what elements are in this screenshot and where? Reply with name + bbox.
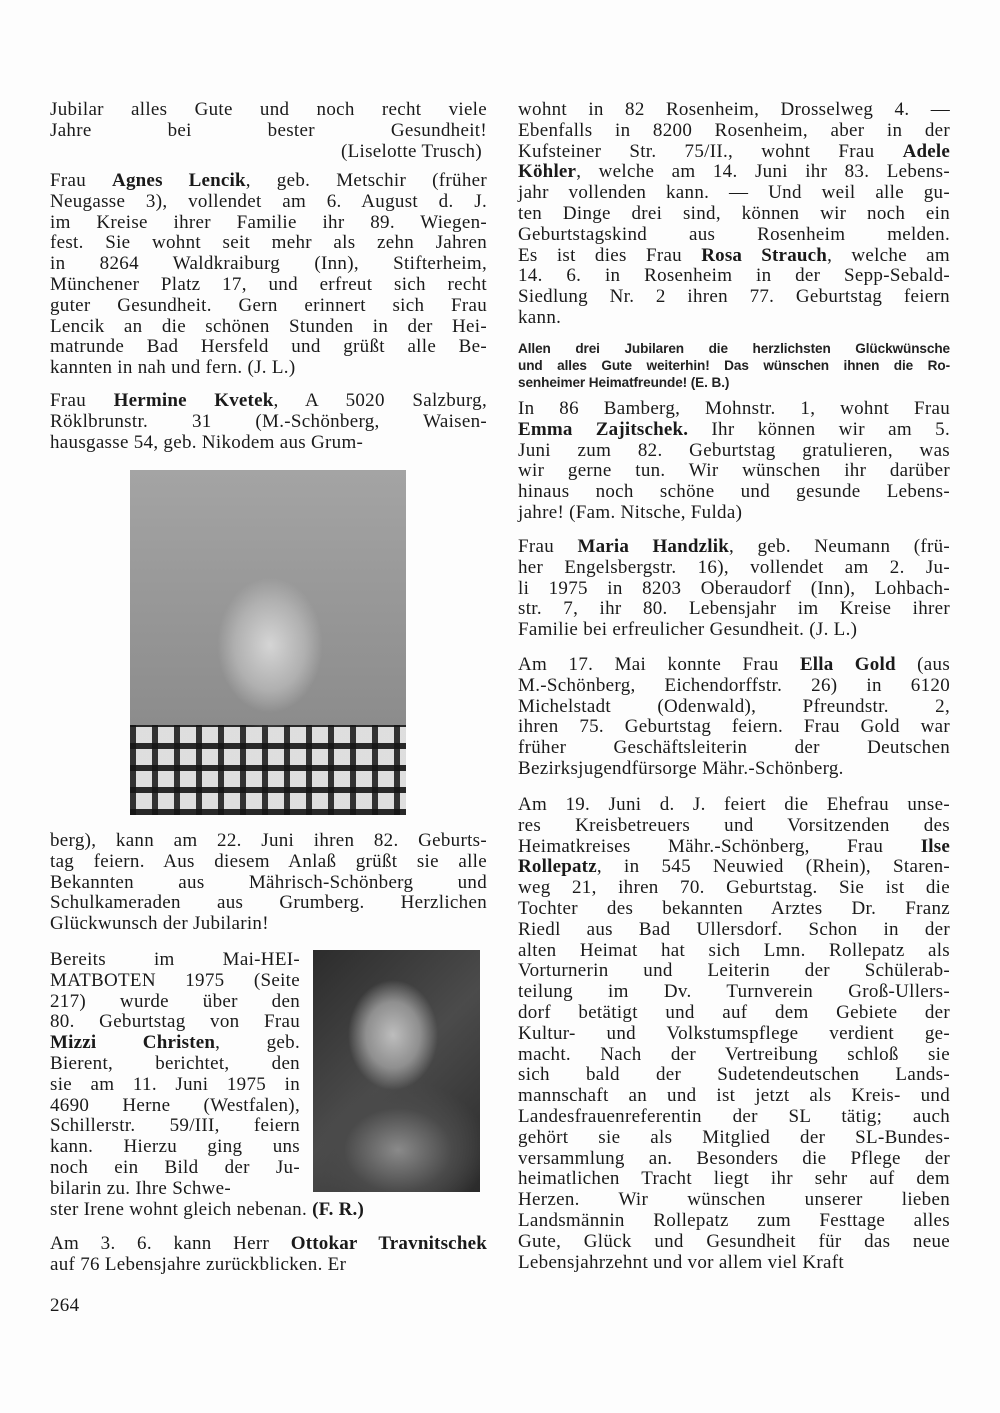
text-line: kann. Hierzu ging uns	[50, 1136, 300, 1158]
text-line: heimatlichen Tracht liegt ihr sehr auf dem	[518, 1168, 950, 1190]
bold-name: Ottokar Travnitschek	[290, 1233, 487, 1254]
text-run: , geb. Neumann (frü-	[729, 536, 951, 557]
text-line: versammlung an. Besonders die Pflege der	[518, 1147, 950, 1169]
text-run: Frau	[50, 170, 113, 191]
paragraph-mizzi-christen	[50, 950, 300, 1200]
text-run: Am 3. 6. kann Herr	[50, 1233, 291, 1254]
paragraph-ella-gold	[518, 655, 950, 780]
bold-name: Maria Handzlik	[577, 536, 730, 557]
text-line: Münchener Platz 17, und erfreut sich recht	[50, 273, 487, 295]
text-run: Heimatkreises Mähr.-Schönberg, Frau	[518, 835, 921, 857]
text-line: tag feiern. Aus diesem Anlaß grüßt sie alle	[50, 850, 487, 872]
text-line	[518, 837, 950, 858]
paragraph-hermine-kvetek	[50, 391, 487, 453]
text-line: Neugasse 3), vollendet am 6. August d. J.	[50, 190, 487, 212]
paragraph-mizzi-christen-end	[50, 1200, 487, 1221]
text-line: Ebenfalls in 8200 Rosenheim, aber in der	[518, 119, 950, 141]
text-line	[518, 162, 950, 183]
text-line: sie am 11. Juni 1975 in	[50, 1073, 300, 1095]
text-line	[50, 391, 487, 412]
text-line: ten Dinge drei sind, können wir noch ein	[518, 202, 950, 224]
text-line: hausgasse 54, geb. Nikodem aus Grum-	[50, 431, 364, 453]
text-line: Landesfrauenreferentin der SL tätig; auch	[518, 1105, 950, 1127]
text-line	[518, 420, 950, 441]
text-line: In 86 Bamberg, Mohnstr. 1, wohnt Frau	[518, 398, 950, 419]
portrait-photo-mizzi-christen	[313, 950, 480, 1192]
text-line: dorf betätigt und auf dem Gebiete der	[518, 1001, 950, 1023]
text-line: kann.	[518, 306, 562, 328]
paragraph-emma-zajitschek	[518, 399, 950, 524]
text-line: li 1975 in 8203 Oberaudorf (Inn), Lohbach-	[518, 577, 950, 599]
text-run: Ihr können wir am 5.	[688, 418, 950, 440]
text-line: kannten in nah und fern. (J. L.)	[50, 357, 296, 379]
text-run: , geb.	[215, 1032, 300, 1054]
text-line	[518, 142, 950, 163]
text-line: Siedlung Nr. 2 ihren 77. Geburtstag feiern	[518, 286, 950, 308]
text-run: Frau	[518, 536, 578, 557]
bold-name: Rollepatz	[518, 856, 597, 878]
text-line: Lencik an die schönen Stunden in der Hei-	[50, 315, 487, 337]
bold-name: Agnes Lencik	[112, 170, 246, 191]
text-line: Geburtstagskind aus Rosenheim melden.	[518, 223, 950, 245]
bold-name: Christen	[142, 1032, 216, 1054]
text-line: Juni zum 82. Geburtstag gratulieren, was	[518, 439, 950, 461]
bold-name: Ilse	[920, 835, 950, 857]
text-line	[518, 537, 950, 558]
text-line: MATBOTEN 1975 (Seite	[50, 969, 300, 991]
text-line	[518, 246, 950, 267]
text-line	[50, 1200, 487, 1221]
bold-name: Adele	[902, 140, 950, 162]
text-line: Jahre bei bester Gesundheit!	[50, 119, 487, 141]
text-line: mannschaft an und ist jetzt als Kreis- und	[518, 1085, 950, 1107]
bold-name: Hermine Kvetek	[113, 390, 274, 411]
text-line: 80. Geburtstag von Frau	[50, 1011, 300, 1033]
text-line: Schillerstr. 59/III, feiern	[50, 1115, 300, 1137]
text-line: und alles Gute weiterhin! Das wünschen ihnen die Ro-	[518, 358, 950, 373]
text-line: Bereits im Mai-HEI-	[50, 949, 300, 970]
text-line	[50, 171, 487, 192]
text-line: Bekannten aus Mährisch-Schönberg und	[50, 871, 487, 893]
paragraph-agnes-lencik	[50, 171, 487, 379]
text-line: Am 19. Juni d. J. feiert die Ehefrau unse-	[518, 794, 950, 815]
text-line: Glückwunsch der Jubilarin!	[50, 913, 269, 935]
bold-name: Emma Zajitschek.	[518, 418, 689, 440]
portrait-photo-hermine-kvetek	[130, 470, 406, 815]
text-line	[518, 655, 950, 676]
text-line: in 8264 Waldkraiburg (Inn), Stifterheim,	[50, 253, 487, 275]
text-line: berg), kann am 22. Juni ihren 82. Geburts-	[50, 830, 487, 851]
text-line: teilung im Dv. Turnverein Groß-Ullers-	[518, 981, 950, 1003]
text-line: hinaus noch schöne und gesunde Lebens-	[518, 481, 950, 503]
paragraph-ottokar-travnitschek	[50, 1234, 487, 1276]
page-number: 264	[50, 1295, 80, 1316]
text-line: Herzen. Wir wünschen unserer lieben	[518, 1189, 950, 1211]
bold-name: Mizzi	[50, 1032, 97, 1054]
text-line: Vorturnerin und Leiterin der Schülerab-	[518, 960, 950, 982]
text-run: ster Irene wohnt gleich nebenan.	[50, 1199, 313, 1220]
text-line: früher Geschäftsleiterin der Deutschen	[518, 737, 950, 759]
text-line: wir gerne tun. Wir wünschen ihr darüber	[518, 460, 950, 482]
text-run: Am 17. Mai konnte Frau	[518, 654, 800, 675]
bold-name: (F. R.)	[312, 1199, 364, 1220]
text-line	[518, 857, 950, 878]
text-run: , A 5020 Salzburg,	[273, 390, 487, 411]
text-line: ihren 75. Geburtstag feiern. Frau Gold war	[518, 716, 950, 738]
text-line: bilarin zu. Ihre Schwe-	[50, 1177, 231, 1199]
text-line: noch ein Bild der Ju-	[50, 1156, 300, 1178]
text-line: sich bald der Sudetendeutschen Lands-	[518, 1064, 950, 1086]
bold-name: Rosa Strauch	[701, 244, 828, 266]
text-line: 217) wurde über den	[50, 990, 300, 1012]
bold-name: Köhler	[518, 161, 577, 183]
text-line: matrunde Bad Hersfeld und grüßt alle Be-	[50, 336, 487, 358]
text-line: her Engelsbergstr. 16), vollendet am 2. Ju-	[518, 556, 950, 578]
paragraph-maria-handzlik	[518, 537, 950, 641]
bold-name: Ella Gold	[799, 654, 896, 675]
text-run: , welche am	[827, 244, 950, 266]
text-run: , in 545 Neuwied (Rhein), Staren-	[596, 856, 950, 878]
text-line: fest. Sie wohnt seit mehr als zehn Jahren	[50, 232, 487, 254]
text-line: Tochter des bekannten Arztes Dr. Franz	[518, 897, 950, 919]
text-line: senheimer Heimatfreunde! (E. B.)	[518, 375, 730, 390]
text-line: Bezirksjugendfürsorge Mähr.-Schönberg.	[518, 757, 844, 779]
text-line: Röklbrunstr. 31 (M.-Schönberg, Waisen-	[50, 410, 487, 432]
text-line: jahre! (Fam. Nitsche, Fulda)	[518, 501, 743, 523]
text-run	[96, 1032, 142, 1053]
text-line: 14. 6. in Rosenheim in der Sepp-Sebald-	[518, 265, 950, 287]
text-line: Landsmännin Rollepatz zum Festtage alles	[518, 1209, 950, 1231]
text-line: Lebensjahrzehnt und vor allem viel Kraft	[518, 1251, 844, 1273]
text-line: Bierent, berichtet, den	[50, 1052, 300, 1074]
text-run: (aus	[895, 654, 951, 675]
text-run: Kufsteiner Str. 75/II., wohnt Frau	[518, 140, 903, 162]
text-line: wohnt in 82 Rosenheim, Drosselweg 4. —	[518, 99, 950, 120]
text-line: alten Heimat hat sich Lmn. Rollepatz als	[518, 939, 950, 961]
text-line: Schulkameraden aus Grumberg. Herzlichen	[50, 892, 487, 914]
paragraph-jubilar-closing	[50, 100, 487, 162]
text-line: weg 21, ihren 70. Geburtstag. Sie ist die	[518, 877, 950, 899]
text-line: Jubilar alles Gute und noch recht viele	[50, 99, 487, 120]
text-line: M.-Schönberg, Eichendorffstr. 26) in 6120	[518, 674, 950, 696]
text-line: Familie bei erfreulicher Gesundheit. (J. L.)	[518, 619, 858, 641]
paragraph-hermine-kvetek-cont	[50, 831, 487, 935]
text-line: (Liselotte Trusch)	[340, 140, 482, 162]
text-line: macht. Nach der Vertreibung schloß sie	[518, 1043, 950, 1065]
text-line: Gute, Glück und Gesundheit für das neue	[518, 1230, 950, 1252]
paragraph-ilse-rollepatz	[518, 795, 950, 1273]
text-line: jahr vollenden kann. — Und weil alle gu-	[518, 182, 950, 204]
text-run: Es ist dies Frau	[518, 244, 702, 266]
text-line: Allen drei Jubilaren die herzlichsten Glückwünsche	[518, 341, 950, 356]
text-line	[50, 1033, 300, 1054]
text-line: gehört sie als Mitglied der SL-Bundes-	[518, 1126, 950, 1148]
text-line: Michelstadt (Odenwald), Pfreundstr. 2,	[518, 695, 950, 717]
text-line: guter Gesundheit. Gern erinnert sich Frau	[50, 294, 487, 316]
text-line: 4690 Herne (Westfalen),	[50, 1094, 300, 1116]
text-line: str. 7, ihr 80. Lebensjahr im Kreise ihrer	[518, 598, 950, 620]
paragraph-rosenheim	[518, 100, 950, 329]
text-line: im Kreise ihrer Familie ihr 89. Wiegen-	[50, 211, 487, 233]
text-line: Riedl aus Bad Ullersdorf. Schon in der	[518, 918, 950, 940]
text-line: res Kreisbetreuers und Vorsitzenden des	[518, 814, 950, 836]
text-run: Frau	[50, 390, 114, 411]
text-line	[50, 1234, 487, 1255]
text-line: Kultur- und Volkstumspflege verdient ge-	[518, 1022, 950, 1044]
text-run: , geb. Metschir (früher	[245, 170, 487, 191]
text-run: , welche am 14. Juni ihr 83. Lebens-	[576, 161, 950, 183]
text-line: auf 76 Lebensjahre zurückblicken. Er	[50, 1253, 347, 1275]
greeting-note-rosenheim	[518, 340, 950, 391]
